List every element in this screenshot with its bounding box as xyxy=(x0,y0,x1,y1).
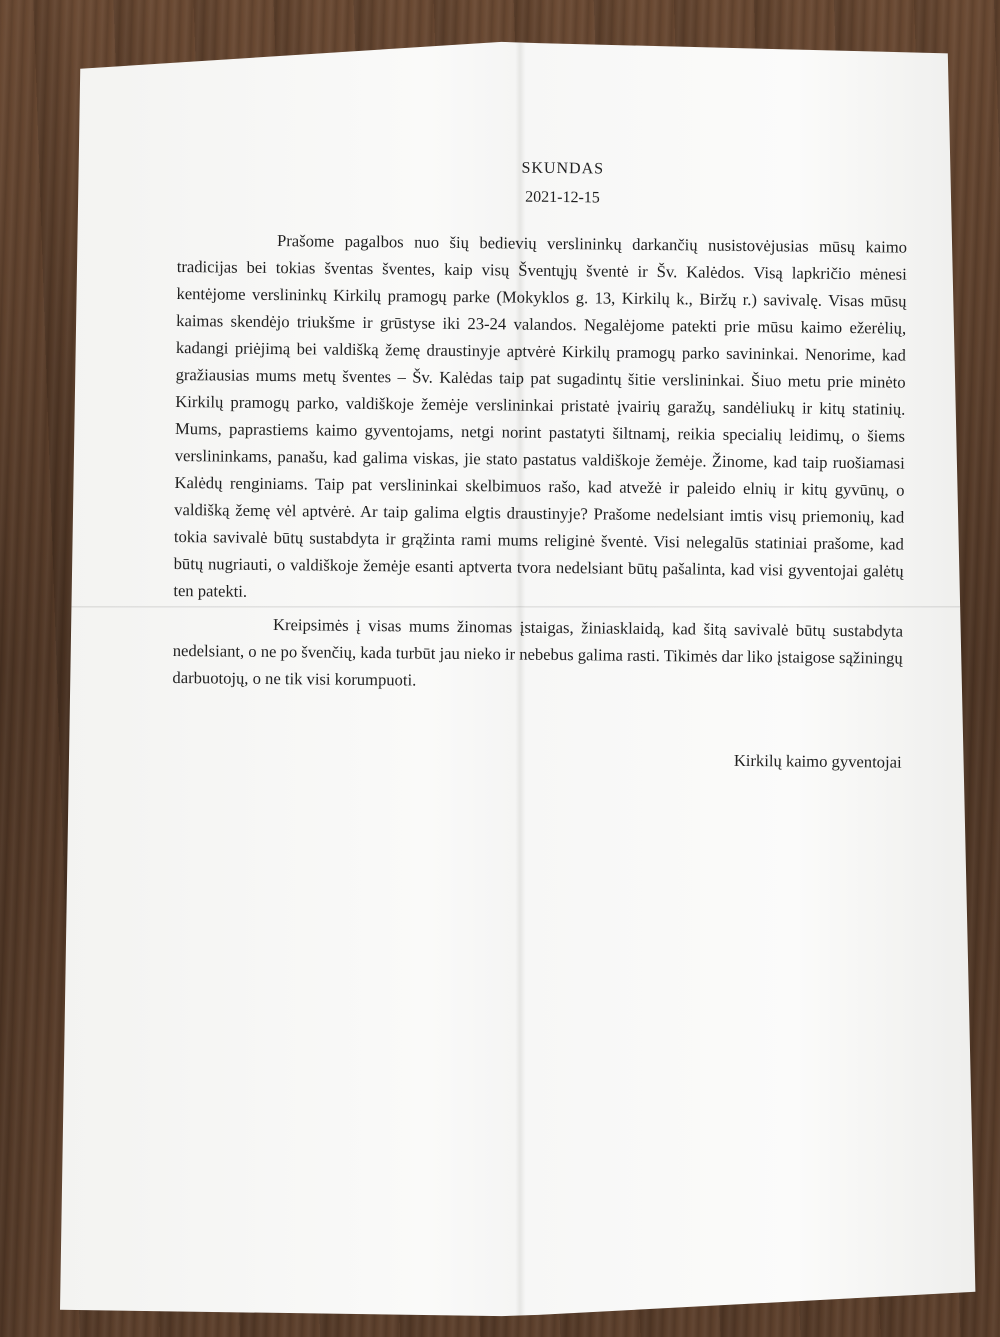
document-title: SKUNDAS xyxy=(521,159,605,178)
document-date: 2021-12-15 xyxy=(525,188,600,207)
complaint-paragraph-2: Kreipsimės į visas mums žinomas įstaigas, žiniasklaidą, kad šitą savivalė būtų sustabdyta nedelsiant, o ne po švenčių, kada turbūt jau nieko ir nebebus galima rasti. Tikimės dar liko įstaigose sąžiningų darbuotojų, o ne tik visi korumpuoti. xyxy=(172,615,904,690)
document-body xyxy=(172,150,908,776)
signature: Kirkilų kaimo gyventojai xyxy=(733,750,902,772)
complaint-paragraph-1: Prašome pagalbos nuo šių bedievių verslininkų darkančių nusistovėjusias mūsų kaimo tradicijas bei tokias šventas šventes, kaip visų Šventųjų šventė ir Šv. Kalėdos. Visą lapkričio mėnesi kentėjome verslininkų Kirkilų pramogų parke (Mokyklos g. 13, Kirkilų k., Biržų r.) savivalę. Visas mūsų kaimas skendėjo triukšme ir grūstyse iki 23-24 valandos. Negalėjome patekti prie mūsu kaimo ežerėlių, kadangi priėjimą bei valdišką žemę draustinyje aptvėrė Kirkilų pramogų parko savininkai. Nenorime, kad gražiausias mums metų šventes – Šv. Kalėdas taip pat sugadintų šitie verslininkai. Šiuo metu prie minėto Kirkilų pramogų parko, valdiškoje žemėje verslininkai pristatė įvairių garažų, sandėliukų ir kitų statinių. Mums, paprastiems kaimo gyventojams, netgi norint pastatyti šiltnamį, reikia specialių leidimų, o šiems verslininkams, panašu, kad galima viskas, jie stato pastatus valdiškoje žemėje. Žinome, kad taip ruošiamasi Kalėdų renginiams. Taip pat verslininkai skelbimuos rašo, kad atvežė ir paleido elnių ir kitų gyvūnų, o valdišką žemę vėl aptvėrė. Ar taip galima elgtis draustinyje? Prašome nedelsiant imtis visų priemonių, kad tokia savivalė būtų sustabdyta ir grąžinta rami mums religinė šventė. Visi nelegalūs statiniai prašome, kad būtų nugriauti, o valdiškoje žemėje esanti aptverta tvora nedelsiant būtų pašalinta, kad visi gyventojai galėtų ten patekti. xyxy=(173,231,908,601)
